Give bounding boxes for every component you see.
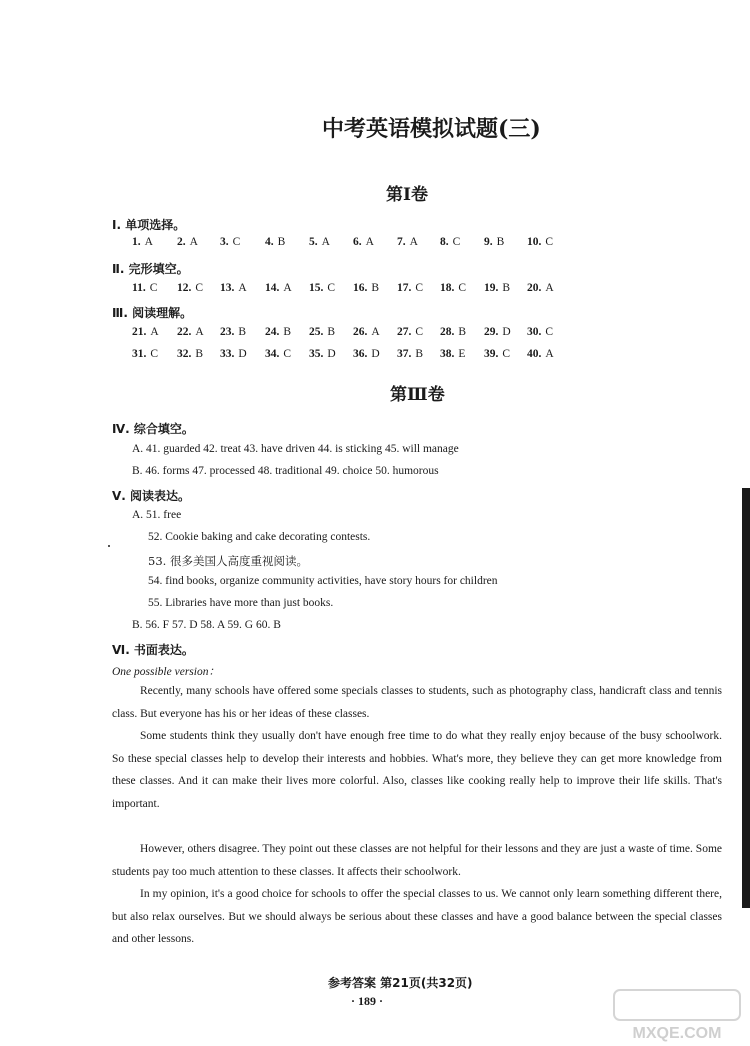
answer-item xyxy=(309,236,330,248)
answer-number: 37. xyxy=(397,348,412,360)
section-2-heading: Ⅱ. 完形填空。 xyxy=(112,262,189,276)
answer-letter: B xyxy=(502,282,511,294)
answer-letter: A xyxy=(283,282,292,294)
answer-letter: C xyxy=(149,282,158,294)
volume-3-heading: 第Ⅲ卷 xyxy=(390,385,445,405)
section-5-heading: Ⅴ. 阅读表达。 xyxy=(112,489,191,503)
answer-item xyxy=(353,348,380,360)
answer-letter: A xyxy=(238,282,247,294)
answer-letter: B xyxy=(195,348,204,360)
answer-number: 6. xyxy=(353,236,362,248)
answer-item xyxy=(265,348,291,360)
possible-version-label: One possible version： xyxy=(112,666,220,678)
answer-number: 1. xyxy=(132,236,141,248)
answer-item xyxy=(353,236,374,248)
answer-letter: C xyxy=(150,348,159,360)
answer-letter: C xyxy=(415,326,424,338)
answer-number: 3. xyxy=(220,236,229,248)
answer-item xyxy=(177,282,203,294)
essay-paragraph-4: In my opinion, it's a good choice for schools to offer the special classes to us. We cannot only learn something different there, but also relax ourselves. But we should always be serious about these classes and have a good balance between the special classes and other lessons. xyxy=(112,888,722,945)
answer-letter: C xyxy=(452,236,461,248)
watermark-box xyxy=(614,990,740,1020)
answer-number: 35. xyxy=(309,348,324,360)
answer-letter: C xyxy=(327,282,336,294)
answer-number: 5. xyxy=(309,236,318,248)
answer-item xyxy=(220,348,247,360)
answer-number: 24. xyxy=(265,326,280,338)
answer-item xyxy=(484,348,510,360)
answer-number: 2. xyxy=(177,236,186,248)
answer-letter: B xyxy=(458,326,467,338)
section-6-heading: Ⅵ. 书面表达。 xyxy=(112,643,194,657)
answer-letter: D xyxy=(371,348,380,360)
answer-number: 22. xyxy=(177,326,192,338)
answer-number: 11. xyxy=(132,282,146,294)
answer-letter: A xyxy=(144,236,153,248)
answer-number: 34. xyxy=(265,348,280,360)
essay-paragraph-1: Recently, many schools have offered some specials classes to students, such as photography class, handicraft class and tennis class. But everyone has his or her ideas of these classes. xyxy=(112,685,722,720)
scan-edge-bar xyxy=(742,488,750,908)
answer-item xyxy=(177,236,198,248)
answer-number: 14. xyxy=(265,282,280,294)
answer-number: 33. xyxy=(220,348,235,360)
answer-item xyxy=(440,348,465,360)
reading-answer-54: 54. find books, organize community activities, have story hours for children xyxy=(148,575,498,587)
answer-number: 8. xyxy=(440,236,449,248)
answer-item xyxy=(132,348,158,360)
answer-letter: C xyxy=(545,326,554,338)
answer-item xyxy=(527,236,553,248)
section-1-heading: Ⅰ. 单项选择。 xyxy=(112,218,186,232)
answer-number: 20. xyxy=(527,282,542,294)
answer-letter: B xyxy=(496,236,505,248)
volume-1-heading: 第Ⅰ卷 xyxy=(386,185,428,205)
answer-number: 19. xyxy=(484,282,499,294)
answer-letter: A xyxy=(189,236,198,248)
answer-item xyxy=(484,282,510,294)
answer-letter: E xyxy=(458,348,466,360)
answer-number: 28. xyxy=(440,326,455,338)
answer-letter: A xyxy=(150,326,159,338)
answer-letter: B xyxy=(371,282,380,294)
answer-number: 10. xyxy=(527,236,542,248)
page-number: · 189 · xyxy=(351,994,384,1008)
page-title: 中考英语模拟试题(三) xyxy=(322,116,541,142)
answer-item xyxy=(265,236,285,248)
answer-letter: B xyxy=(283,326,292,338)
answer-item xyxy=(397,236,418,248)
reading-answers-b: B. 56. F 57. D 58. A 59. G 60. B xyxy=(132,619,281,631)
answer-letter: A xyxy=(545,282,554,294)
answer-number: 17. xyxy=(397,282,412,294)
answer-item xyxy=(397,282,423,294)
answer-number: 7. xyxy=(397,236,406,248)
reading-answer-52: 52. Cookie baking and cake decorating contests. xyxy=(148,531,371,543)
reading-answer-55: 55. Libraries have more than just books. xyxy=(148,597,334,609)
answer-letter: A xyxy=(371,326,380,338)
answer-letter: B xyxy=(277,236,286,248)
answer-number: 18. xyxy=(440,282,455,294)
answer-letter: B xyxy=(238,326,247,338)
answer-item xyxy=(440,282,466,294)
answer-item xyxy=(353,326,380,338)
answer-item xyxy=(440,326,466,338)
answer-letter: C xyxy=(502,348,511,360)
answer-letter: B xyxy=(415,348,424,360)
essay-paragraph-2: Some students think they usually don't have enough free time to do what they really enjoy because of the busy schoolwork. So these special classes help to develop their interests and hobbies. What's more, they believe they can get more knowledge from these classes. And it can make their lives more colorful. Also, classes like cooking really help to improve their life skills. That's important. xyxy=(112,730,722,810)
answer-number: 9. xyxy=(484,236,493,248)
fill-answers-a: A. 41. guarded 42. treat 43. have driven 44. is sticking 45. will manage xyxy=(132,443,459,455)
footer-answer-key: 参考答案 第21页(共32页) xyxy=(328,976,473,990)
answer-letter: C xyxy=(283,348,292,360)
answer-letter: A xyxy=(409,236,418,248)
answer-number: 4. xyxy=(265,236,274,248)
answer-number: 21. xyxy=(132,326,147,338)
answer-letter: B xyxy=(327,326,336,338)
answer-item xyxy=(177,326,204,338)
watermark-logo xyxy=(612,988,742,1044)
answer-letter: D xyxy=(327,348,336,360)
answer-item xyxy=(527,348,554,360)
answer-number: 39. xyxy=(484,348,499,360)
answer-letter: C xyxy=(415,282,424,294)
reading-answer-51: A. 51. free xyxy=(132,509,182,521)
answer-letter: D xyxy=(238,348,247,360)
answer-number: 16. xyxy=(353,282,368,294)
scan-dot xyxy=(108,545,110,547)
answer-number: 30. xyxy=(527,326,542,338)
answer-number: 31. xyxy=(132,348,147,360)
answer-number: 36. xyxy=(353,348,368,360)
answer-number: 13. xyxy=(220,282,235,294)
answer-number: 29. xyxy=(484,326,499,338)
answer-letter: C xyxy=(545,236,554,248)
answer-letter: A xyxy=(365,236,374,248)
answer-item xyxy=(484,326,511,338)
answer-item xyxy=(484,236,504,248)
answer-number: 15. xyxy=(309,282,324,294)
answer-letter: C xyxy=(458,282,467,294)
answer-item xyxy=(397,326,423,338)
answer-item xyxy=(527,282,554,294)
answer-item xyxy=(440,236,460,248)
answer-item xyxy=(177,348,203,360)
answer-item xyxy=(353,282,379,294)
answer-item xyxy=(132,326,159,338)
answer-number: 38. xyxy=(440,348,455,360)
answer-number: 32. xyxy=(177,348,192,360)
answer-letter: A xyxy=(195,326,204,338)
answer-item xyxy=(527,326,553,338)
answer-letter: A xyxy=(321,236,330,248)
answer-item xyxy=(309,282,335,294)
answer-item xyxy=(132,282,157,294)
answer-item xyxy=(220,282,247,294)
section-3-heading: Ⅲ. 阅读理解。 xyxy=(112,306,193,320)
fill-answers-b: B. 46. forms 47. processed 48. traditional 49. choice 50. humorous xyxy=(132,465,439,477)
answer-number: 26. xyxy=(353,326,368,338)
answer-item xyxy=(132,236,153,248)
answer-letter: A xyxy=(545,348,554,360)
answer-letter: D xyxy=(502,326,511,338)
answer-item xyxy=(309,348,336,360)
answer-number: 23. xyxy=(220,326,235,338)
section-4-heading: Ⅳ. 综合填空。 xyxy=(112,422,194,436)
answer-item xyxy=(220,326,246,338)
answer-item xyxy=(220,236,240,248)
reading-answer-53: 53. 很多美国人高度重视阅读。 xyxy=(148,554,308,568)
answer-letter: C xyxy=(232,236,241,248)
answer-item xyxy=(309,326,335,338)
answer-letter: C xyxy=(195,282,204,294)
watermark-text: MXQE.COM xyxy=(632,1025,722,1042)
answer-number: 25. xyxy=(309,326,324,338)
answer-item xyxy=(265,326,291,338)
answer-number: 12. xyxy=(177,282,192,294)
answer-number: 40. xyxy=(527,348,542,360)
answer-number: 27. xyxy=(397,326,412,338)
answer-item xyxy=(397,348,423,360)
answer-item xyxy=(265,282,292,294)
essay-paragraph-3: However, others disagree. They point out these classes are not helpful for their lessons and they are just a waste of time. Some students pay too much attention to these classes. It affects their schoolwork. xyxy=(112,843,722,878)
